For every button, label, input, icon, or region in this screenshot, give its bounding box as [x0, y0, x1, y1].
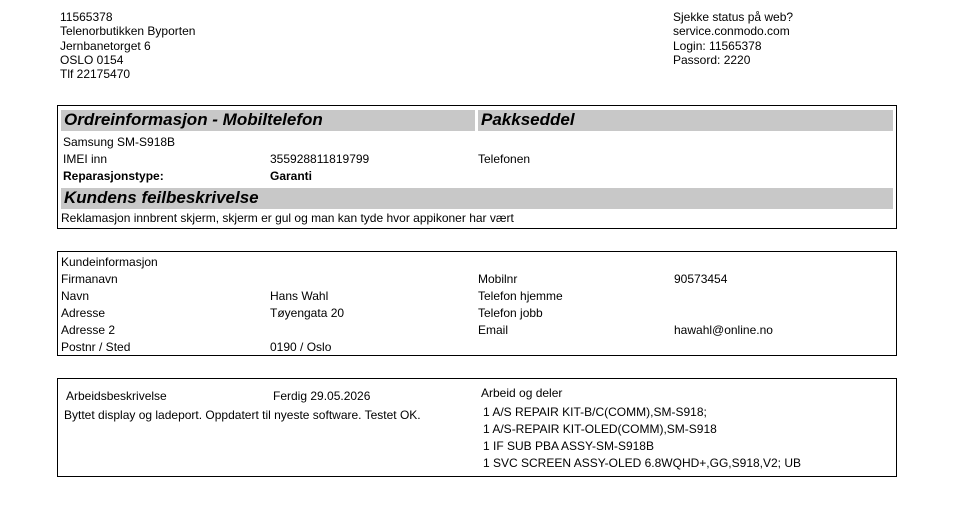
address-label: Adresse — [61, 306, 106, 320]
customer-section-title: Kundeinformasjon — [61, 255, 158, 269]
work-description-box — [57, 378, 897, 477]
part-line: 1 A/S REPAIR KIT-B/C(COMM),SM-S918; — [483, 405, 707, 419]
fault-description: Reklamasjon innbrent skjerm, skjerm er gul og man kan tyde hvor appikoner har vært — [61, 211, 514, 225]
work-description-text: Byttet display og ladeport. Oppdatert til nyeste software. Testet OK. — [64, 408, 421, 422]
store-city: OSLO 0154 — [60, 52, 124, 67]
mobile-label: Mobilnr — [478, 272, 518, 286]
store-phone: Tlf 22175470 — [60, 67, 131, 82]
packing-slip-title: Pakkseddel — [478, 110, 893, 131]
packing-item: Telefonen — [478, 152, 531, 166]
part-line: 1 IF SUB PBA ASSY-SM-S918B — [483, 439, 654, 453]
status-password: Passord: 2220 — [673, 52, 751, 67]
store-name: Telenorbutikken Byporten — [60, 24, 196, 39]
postal-label: Postnr / Sted — [61, 340, 131, 354]
address2-label: Adresse 2 — [61, 323, 116, 337]
name-label: Navn — [61, 289, 90, 303]
store-street: Jernbanetorget 6 — [60, 38, 151, 53]
mobile-value: 90573454 — [674, 272, 728, 286]
status-site: service.conmodo.com — [673, 24, 790, 39]
part-line: 1 SVC SCREEN ASSY-OLED 6.8WQHD+,GG,S918,V2; UB — [483, 456, 802, 470]
device-model: Samsung SM-S918B — [63, 135, 176, 149]
web-status-block — [673, 10, 793, 67]
status-login: Login: 11565378 — [673, 38, 762, 53]
customer-info-box — [57, 251, 897, 356]
work-section-title: Arbeidsbeskrivelse — [66, 389, 167, 403]
work-phone-label: Telefon jobb — [478, 306, 543, 320]
name-value: Hans Wahl — [270, 289, 329, 303]
order-info-box — [57, 105, 897, 229]
imei-label: IMEI inn — [63, 152, 108, 166]
home-phone-label: Telefon hjemme — [478, 289, 563, 303]
order-section-title: Ordreinformasjon - Mobiltelefon — [61, 110, 475, 131]
email-label: Email — [478, 323, 509, 337]
address-value: Tøyengata 20 — [270, 306, 345, 320]
repair-type-value: Garanti — [270, 169, 313, 183]
part-line: 1 A/S-REPAIR KIT-OLED(COMM),SM-S918 — [483, 422, 717, 436]
fault-section-title: Kundens feilbeskrivelse — [61, 188, 893, 209]
customer-number: 11565378 — [60, 10, 113, 24]
imei-value: 355928811819799 — [270, 152, 370, 166]
status-question: Sjekke status på web? — [673, 10, 794, 24]
email-value: hawahl@online.no — [674, 323, 773, 337]
repair-type-label: Reparasjonstype: — [63, 169, 164, 183]
finished-date: Ferdig 29.05.2026 — [273, 389, 371, 403]
company-label: Firmanavn — [61, 272, 118, 286]
postal-value: 0190 / Oslo — [270, 340, 332, 354]
parts-section-title: Arbeid og deler — [481, 386, 563, 400]
sender-address-block — [60, 10, 195, 81]
